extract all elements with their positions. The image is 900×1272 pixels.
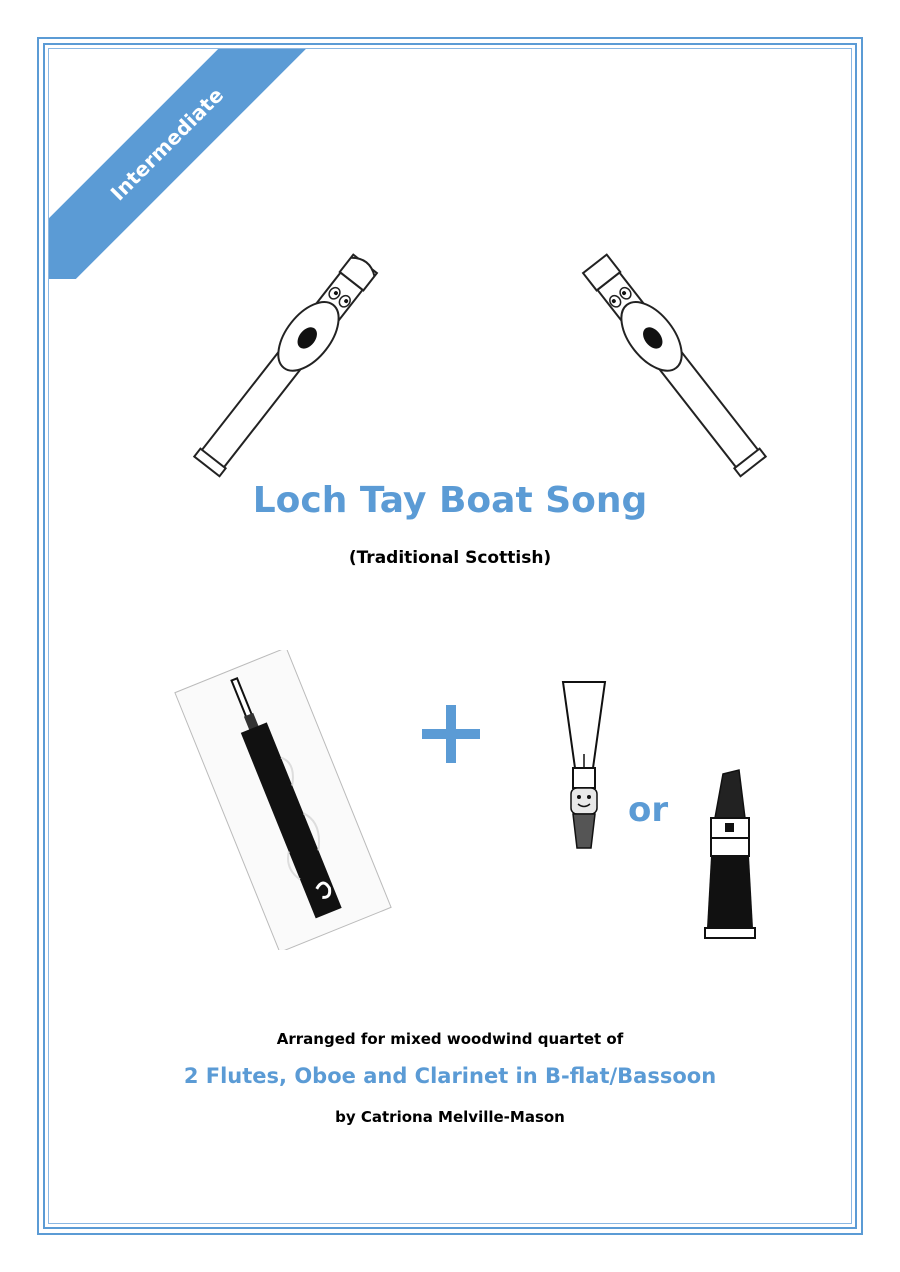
- oboe-icon: [158, 650, 408, 950]
- clarinet-mouthpiece-icon: [695, 768, 765, 943]
- plus-icon: [420, 703, 482, 765]
- instrumentation: 2 Flutes, Oboe and Clarinet in B-flat/Bassoon: [183, 1064, 717, 1088]
- bassoon-reed-icon: [555, 678, 615, 853]
- flute-headjoint-icon: [540, 240, 820, 490]
- byline: by Catriona Melville-Mason: [335, 1108, 565, 1126]
- or-connector: or: [628, 790, 669, 830]
- flute-headjoint-icon: [140, 240, 420, 490]
- page-subtitle: (Traditional Scottish): [348, 548, 552, 568]
- page-title: Loch Tay Boat Song: [252, 480, 648, 521]
- level-badge: Intermediate: [105, 82, 229, 206]
- arranged-text: Arranged for mixed woodwind quartet of: [276, 1030, 624, 1048]
